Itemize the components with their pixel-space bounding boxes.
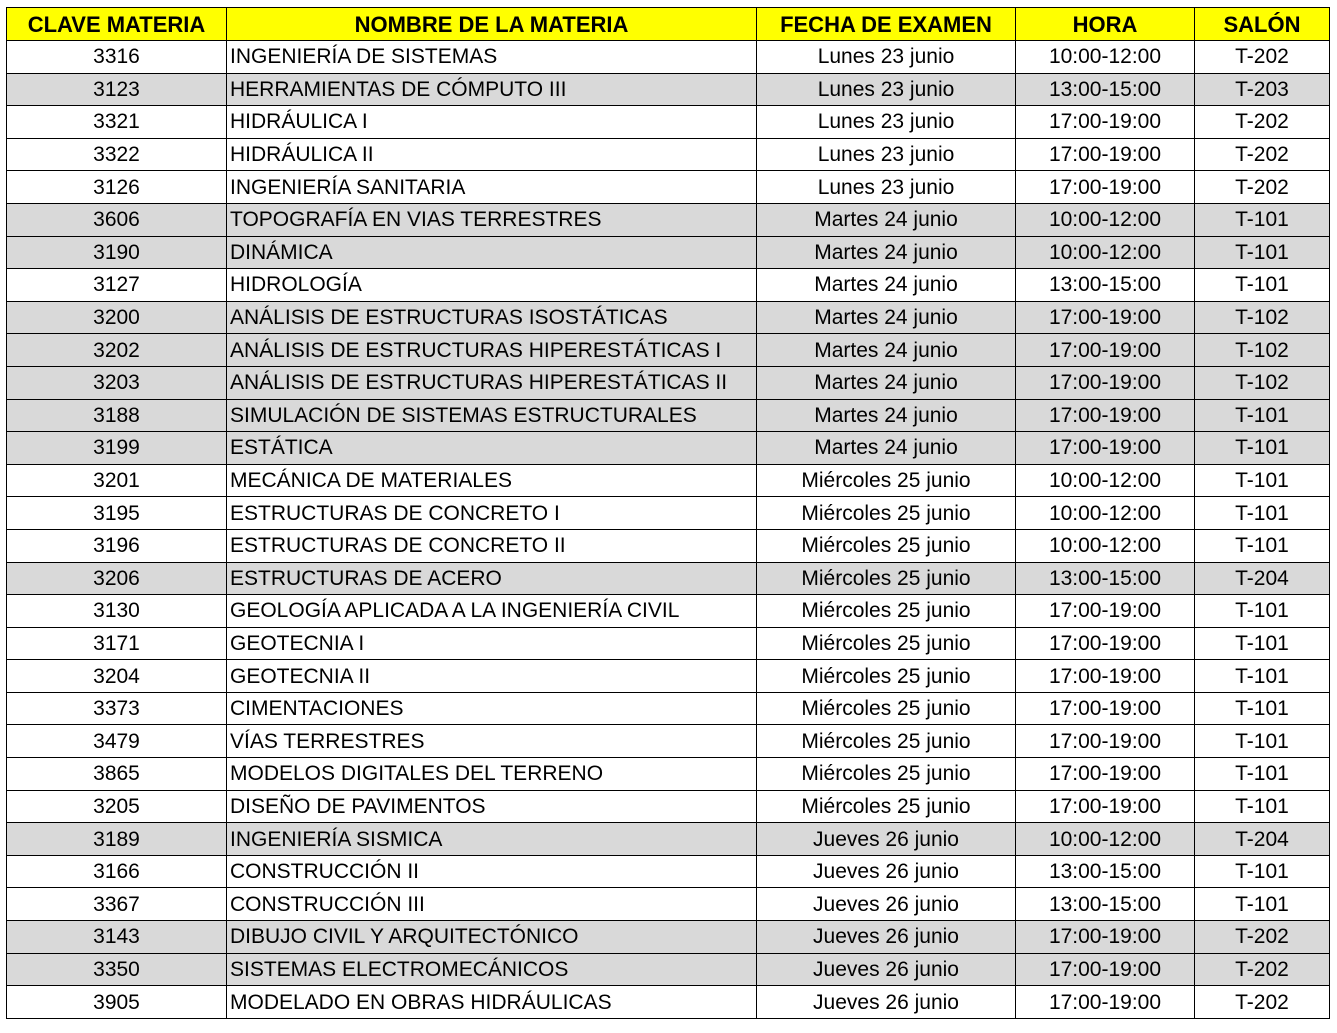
- cell-clave: 3188: [7, 399, 227, 432]
- cell-fecha: Miércoles 25 junio: [757, 627, 1016, 660]
- table-row: [7, 236, 1330, 269]
- cell-hora: 17:00-19:00: [1016, 366, 1195, 399]
- cell-nombre: ESTRUCTURAS DE CONCRETO I: [227, 497, 757, 530]
- cell-salon: T-101: [1195, 399, 1330, 432]
- cell-clave: 3189: [7, 823, 227, 856]
- table-row: [7, 725, 1330, 758]
- cell-salon: T-101: [1195, 627, 1330, 660]
- cell-nombre: ESTRUCTURAS DE ACERO: [227, 562, 757, 595]
- cell-nombre: CONSTRUCCIÓN III: [227, 888, 757, 921]
- cell-clave: 3201: [7, 464, 227, 497]
- cell-fecha: Miércoles 25 junio: [757, 660, 1016, 693]
- cell-fecha: Lunes 23 junio: [757, 41, 1016, 74]
- cell-salon: T-202: [1195, 138, 1330, 171]
- cell-nombre: ANÁLISIS DE ESTRUCTURAS HIPERESTÁTICAS I: [227, 334, 757, 367]
- cell-fecha: Martes 24 junio: [757, 301, 1016, 334]
- cell-nombre: TOPOGRAFÍA EN VIAS TERRESTRES: [227, 203, 757, 236]
- cell-nombre: MODELADO EN OBRAS HIDRÁULICAS: [227, 986, 757, 1019]
- cell-nombre: DINÁMICA: [227, 236, 757, 269]
- table-row: [7, 986, 1330, 1019]
- cell-fecha: Lunes 23 junio: [757, 106, 1016, 139]
- header-hora: HORA: [1016, 8, 1195, 41]
- cell-clave: 3171: [7, 627, 227, 660]
- cell-fecha: Jueves 26 junio: [757, 855, 1016, 888]
- table-row: [7, 269, 1330, 302]
- cell-nombre: DISEÑO DE PAVIMENTOS: [227, 790, 757, 823]
- table-row: [7, 855, 1330, 888]
- cell-salon: T-204: [1195, 823, 1330, 856]
- cell-clave: 3322: [7, 138, 227, 171]
- cell-clave: 3606: [7, 203, 227, 236]
- cell-hora: 17:00-19:00: [1016, 790, 1195, 823]
- table-row: [7, 41, 1330, 74]
- cell-clave: 3905: [7, 986, 227, 1019]
- cell-fecha: Martes 24 junio: [757, 236, 1016, 269]
- cell-clave: 3479: [7, 725, 227, 758]
- cell-fecha: Miércoles 25 junio: [757, 692, 1016, 725]
- cell-nombre: SIMULACIÓN DE SISTEMAS ESTRUCTURALES: [227, 399, 757, 432]
- cell-salon: T-101: [1195, 758, 1330, 791]
- cell-hora: 17:00-19:00: [1016, 986, 1195, 1019]
- cell-hora: 10:00-12:00: [1016, 464, 1195, 497]
- cell-salon: T-101: [1195, 432, 1330, 465]
- cell-nombre: ANÁLISIS DE ESTRUCTURAS ISOSTÁTICAS: [227, 301, 757, 334]
- table-row: [7, 203, 1330, 236]
- cell-hora: 13:00-15:00: [1016, 269, 1195, 302]
- cell-hora: 10:00-12:00: [1016, 497, 1195, 530]
- cell-salon: T-204: [1195, 562, 1330, 595]
- cell-hora: 17:00-19:00: [1016, 138, 1195, 171]
- cell-clave: 3123: [7, 73, 227, 106]
- table-row: [7, 73, 1330, 106]
- cell-hora: 13:00-15:00: [1016, 855, 1195, 888]
- cell-clave: 3206: [7, 562, 227, 595]
- cell-nombre: ESTÁTICA: [227, 432, 757, 465]
- cell-salon: T-101: [1195, 203, 1330, 236]
- cell-hora: 17:00-19:00: [1016, 692, 1195, 725]
- header-fecha: FECHA DE EXAMEN: [757, 8, 1016, 41]
- cell-salon: T-202: [1195, 953, 1330, 986]
- cell-hora: 17:00-19:00: [1016, 921, 1195, 954]
- cell-salon: T-101: [1195, 888, 1330, 921]
- cell-hora: 17:00-19:00: [1016, 595, 1195, 628]
- header-clave: CLAVE MATERIA: [7, 8, 227, 41]
- header-nombre: NOMBRE DE LA MATERIA: [227, 8, 757, 41]
- cell-fecha: Jueves 26 junio: [757, 953, 1016, 986]
- header-salon: SALÓN: [1195, 8, 1330, 41]
- table-row: [7, 138, 1330, 171]
- cell-nombre: ESTRUCTURAS DE CONCRETO II: [227, 529, 757, 562]
- cell-hora: 17:00-19:00: [1016, 334, 1195, 367]
- cell-hora: 13:00-15:00: [1016, 562, 1195, 595]
- cell-hora: 10:00-12:00: [1016, 203, 1195, 236]
- exam-schedule-table: [6, 7, 1330, 1019]
- table-row: [7, 334, 1330, 367]
- cell-nombre: GEOLOGÍA APLICADA A LA INGENIERÍA CIVIL: [227, 595, 757, 628]
- table-row: [7, 432, 1330, 465]
- cell-nombre: INGENIERÍA DE SISTEMAS: [227, 41, 757, 74]
- cell-hora: 10:00-12:00: [1016, 41, 1195, 74]
- cell-hora: 17:00-19:00: [1016, 432, 1195, 465]
- table-row: [7, 921, 1330, 954]
- cell-nombre: ANÁLISIS DE ESTRUCTURAS HIPERESTÁTICAS II: [227, 366, 757, 399]
- cell-hora: 10:00-12:00: [1016, 236, 1195, 269]
- cell-nombre: HERRAMIENTAS DE CÓMPUTO III: [227, 73, 757, 106]
- cell-fecha: Miércoles 25 junio: [757, 595, 1016, 628]
- cell-fecha: Martes 24 junio: [757, 432, 1016, 465]
- cell-clave: 3202: [7, 334, 227, 367]
- table-row: [7, 758, 1330, 791]
- cell-salon: T-101: [1195, 692, 1330, 725]
- table-row: [7, 497, 1330, 530]
- cell-nombre: SISTEMAS ELECTROMECÁNICOS: [227, 953, 757, 986]
- table-row: [7, 595, 1330, 628]
- cell-nombre: MECÁNICA DE MATERIALES: [227, 464, 757, 497]
- cell-hora: 17:00-19:00: [1016, 725, 1195, 758]
- cell-fecha: Miércoles 25 junio: [757, 725, 1016, 758]
- cell-fecha: Jueves 26 junio: [757, 921, 1016, 954]
- cell-salon: T-102: [1195, 301, 1330, 334]
- cell-hora: 17:00-19:00: [1016, 171, 1195, 204]
- cell-fecha: Jueves 26 junio: [757, 888, 1016, 921]
- cell-fecha: Miércoles 25 junio: [757, 562, 1016, 595]
- cell-nombre: MODELOS DIGITALES DEL TERRENO: [227, 758, 757, 791]
- table-row: [7, 888, 1330, 921]
- cell-salon: T-101: [1195, 790, 1330, 823]
- cell-salon: T-102: [1195, 366, 1330, 399]
- exam-schedule-sheet: [6, 7, 1330, 1019]
- cell-hora: 17:00-19:00: [1016, 953, 1195, 986]
- cell-clave: 3127: [7, 269, 227, 302]
- cell-clave: 3321: [7, 106, 227, 139]
- header-row: [7, 8, 1330, 41]
- cell-clave: 3367: [7, 888, 227, 921]
- table-row: [7, 660, 1330, 693]
- cell-fecha: Martes 24 junio: [757, 269, 1016, 302]
- cell-salon: T-101: [1195, 855, 1330, 888]
- cell-clave: 3200: [7, 301, 227, 334]
- cell-nombre: HIDRÁULICA II: [227, 138, 757, 171]
- cell-fecha: Miércoles 25 junio: [757, 464, 1016, 497]
- cell-salon: T-101: [1195, 269, 1330, 302]
- cell-salon: T-101: [1195, 725, 1330, 758]
- cell-fecha: Lunes 23 junio: [757, 171, 1016, 204]
- cell-salon: T-202: [1195, 41, 1330, 74]
- cell-nombre: DIBUJO CIVIL Y ARQUITECTÓNICO: [227, 921, 757, 954]
- cell-nombre: INGENIERÍA SISMICA: [227, 823, 757, 856]
- table-row: [7, 529, 1330, 562]
- cell-salon: T-203: [1195, 73, 1330, 106]
- table-row: [7, 301, 1330, 334]
- cell-clave: 3126: [7, 171, 227, 204]
- cell-fecha: Martes 24 junio: [757, 334, 1016, 367]
- cell-fecha: Martes 24 junio: [757, 203, 1016, 236]
- cell-clave: 3350: [7, 953, 227, 986]
- cell-nombre: CIMENTACIONES: [227, 692, 757, 725]
- cell-nombre: HIDRÁULICA I: [227, 106, 757, 139]
- table-row: [7, 366, 1330, 399]
- cell-clave: 3130: [7, 595, 227, 628]
- cell-clave: 3143: [7, 921, 227, 954]
- cell-clave: 3316: [7, 41, 227, 74]
- cell-clave: 3195: [7, 497, 227, 530]
- cell-clave: 3203: [7, 366, 227, 399]
- table-body: [7, 41, 1330, 1019]
- cell-salon: T-102: [1195, 334, 1330, 367]
- cell-clave: 3199: [7, 432, 227, 465]
- cell-salon: T-101: [1195, 595, 1330, 628]
- cell-fecha: Martes 24 junio: [757, 399, 1016, 432]
- table-row: [7, 790, 1330, 823]
- cell-hora: 17:00-19:00: [1016, 627, 1195, 660]
- table-row: [7, 464, 1330, 497]
- table-row: [7, 562, 1330, 595]
- cell-salon: T-202: [1195, 171, 1330, 204]
- cell-salon: T-202: [1195, 921, 1330, 954]
- cell-nombre: HIDROLOGÍA: [227, 269, 757, 302]
- cell-nombre: GEOTECNIA II: [227, 660, 757, 693]
- table-row: [7, 823, 1330, 856]
- cell-hora: 10:00-12:00: [1016, 529, 1195, 562]
- cell-fecha: Jueves 26 junio: [757, 823, 1016, 856]
- table-row: [7, 171, 1330, 204]
- table-row: [7, 627, 1330, 660]
- cell-nombre: INGENIERÍA SANITARIA: [227, 171, 757, 204]
- cell-clave: 3205: [7, 790, 227, 823]
- cell-fecha: Miércoles 25 junio: [757, 497, 1016, 530]
- cell-fecha: Jueves 26 junio: [757, 986, 1016, 1019]
- cell-fecha: Miércoles 25 junio: [757, 758, 1016, 791]
- cell-clave: 3373: [7, 692, 227, 725]
- cell-fecha: Miércoles 25 junio: [757, 790, 1016, 823]
- cell-nombre: CONSTRUCCIÓN II: [227, 855, 757, 888]
- cell-hora: 17:00-19:00: [1016, 399, 1195, 432]
- cell-salon: T-101: [1195, 464, 1330, 497]
- table-row: [7, 953, 1330, 986]
- cell-clave: 3204: [7, 660, 227, 693]
- cell-nombre: GEOTECNIA I: [227, 627, 757, 660]
- cell-nombre: VÍAS TERRESTRES: [227, 725, 757, 758]
- cell-hora: 13:00-15:00: [1016, 73, 1195, 106]
- table-row: [7, 106, 1330, 139]
- cell-clave: 3190: [7, 236, 227, 269]
- cell-hora: 10:00-12:00: [1016, 823, 1195, 856]
- cell-fecha: Miércoles 25 junio: [757, 529, 1016, 562]
- cell-salon: T-101: [1195, 660, 1330, 693]
- cell-clave: 3196: [7, 529, 227, 562]
- cell-fecha: Lunes 23 junio: [757, 73, 1016, 106]
- cell-hora: 13:00-15:00: [1016, 888, 1195, 921]
- cell-hora: 17:00-19:00: [1016, 758, 1195, 791]
- cell-salon: T-101: [1195, 236, 1330, 269]
- cell-fecha: Lunes 23 junio: [757, 138, 1016, 171]
- cell-salon: T-101: [1195, 529, 1330, 562]
- cell-hora: 17:00-19:00: [1016, 660, 1195, 693]
- cell-hora: 17:00-19:00: [1016, 106, 1195, 139]
- table-row: [7, 399, 1330, 432]
- cell-clave: 3865: [7, 758, 227, 791]
- cell-hora: 17:00-19:00: [1016, 301, 1195, 334]
- cell-salon: T-202: [1195, 986, 1330, 1019]
- cell-fecha: Martes 24 junio: [757, 366, 1016, 399]
- table-row: [7, 692, 1330, 725]
- cell-salon: T-101: [1195, 497, 1330, 530]
- cell-salon: T-202: [1195, 106, 1330, 139]
- cell-clave: 3166: [7, 855, 227, 888]
